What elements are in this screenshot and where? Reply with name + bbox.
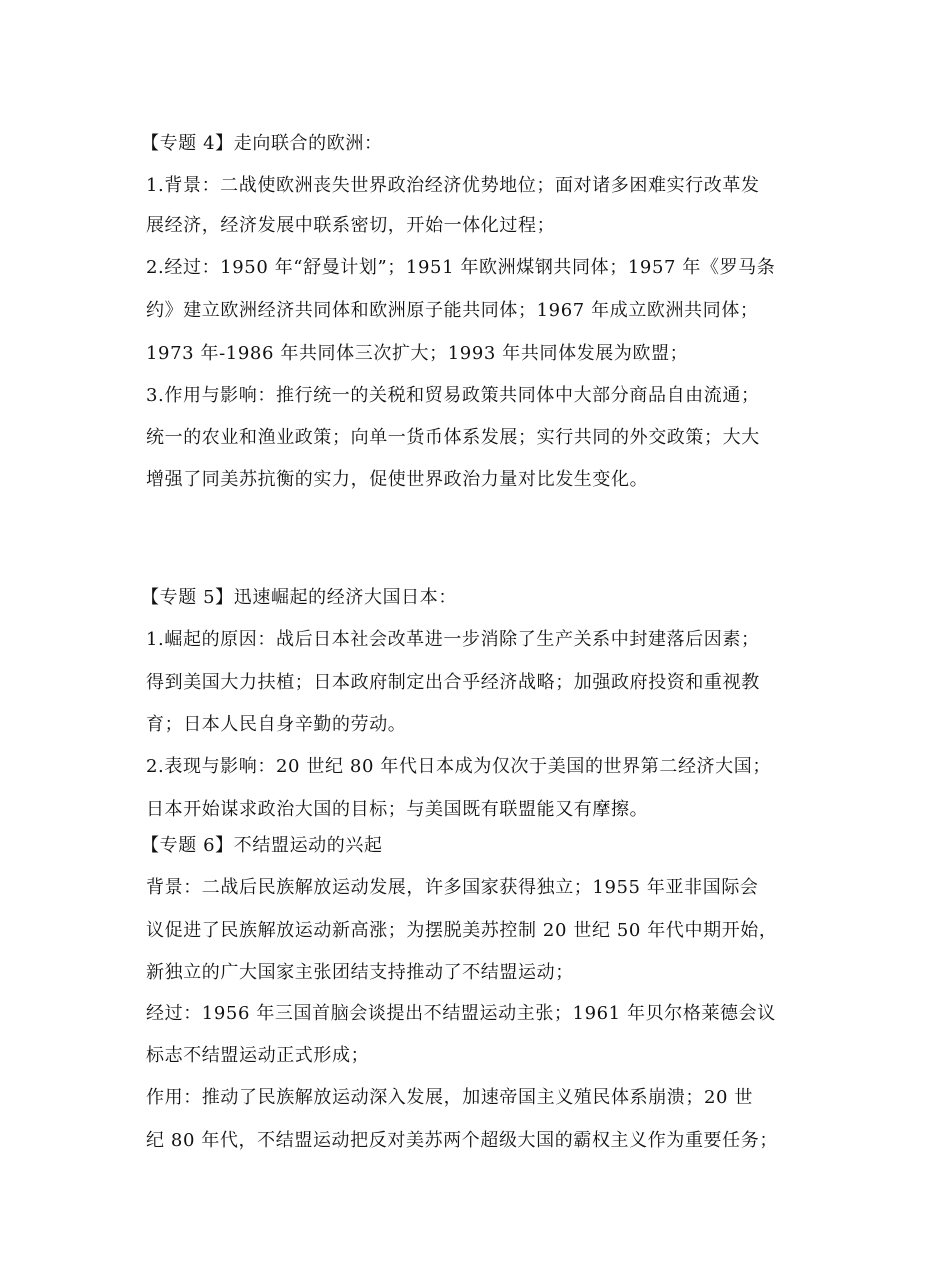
section-heading: 【专题 4】走向联合的欧洲： [141, 133, 383, 154]
paragraph-line: 标志不结盟运动正式形成； [146, 1045, 370, 1066]
paragraph-line: 纪 80 年代，不结盟运动把反对美苏两个超级大国的霸权主义作为重要任务； [146, 1130, 778, 1151]
paragraph-line: 得到美国大力扶植；日本政府制定出合乎经济战略；加强政府投资和重视教 [146, 672, 760, 693]
paragraph-line: 统一的农业和渔业政策；向单一货币体系发展；实行共同的外交政策；大大 [146, 427, 760, 448]
section-heading: 【专题 5】迅速崛起的经济大国日本： [141, 587, 457, 608]
paragraph-line: 育；日本人民自身辛勤的劳动。 [146, 714, 407, 735]
paragraph-line: 背景：二战后民族解放运动发展，许多国家获得独立；1955 年亚非国际会 [146, 877, 759, 898]
paragraph-line: 约》建立欧洲经济共同体和欧洲原子能共同体；1967 年成立欧洲共同体； [146, 300, 759, 321]
paragraph-line: 新独立的广大国家主张团结支持推动了不结盟运动； [146, 962, 574, 983]
paragraph-line: 议促进了民族解放运动新高涨；为摆脱美苏控制 20 世纪 50 年代中期开始， [146, 920, 778, 941]
paragraph-line: 经过：1956 年三国首脑会谈提出不结盟运动主张；1961 年贝尔格莱德会议 [146, 1003, 776, 1024]
paragraph-line: 2.经过：1950 年“舒曼计划”；1951 年欧洲煤钢共同体；1957 年《罗马条 [146, 257, 776, 278]
paragraph-line: 作用：推动了民族解放运动深入发展，加速帝国主义殖民体系崩溃；20 世 [146, 1087, 754, 1108]
paragraph-line: 2.表现与影响：20 世纪 80 年代日本成为仅次于美国的世界第二经济大国； [146, 756, 771, 777]
paragraph-line: 1.崛起的原因：战后日本社会改革进一步消除了生产关系中封建落后因素； [146, 629, 760, 650]
paragraph-line: 3.作用与影响：推行统一的关税和贸易政策共同体中大部分商品自由流通； [146, 385, 760, 406]
paragraph-line: 展经济，经济发展中联系密切，开始一体化过程； [146, 215, 556, 236]
paragraph-line: 增强了同美苏抗衡的实力，促使世界政治力量对比发生变化。 [146, 469, 649, 490]
paragraph-line: 日本开始谋求政治大国的目标；与美国既有联盟能又有摩擦。 [146, 799, 649, 820]
paragraph-line: 1973 年-1986 年共同体三次扩大；1993 年共同体发展为欧盟； [146, 343, 689, 364]
section-heading: 【专题 6】不结盟运动的兴起 [141, 835, 383, 856]
paragraph-line: 1.背景：二战使欧洲丧失世界政治经济优势地位；面对诸多困难实行改革发 [146, 175, 760, 196]
